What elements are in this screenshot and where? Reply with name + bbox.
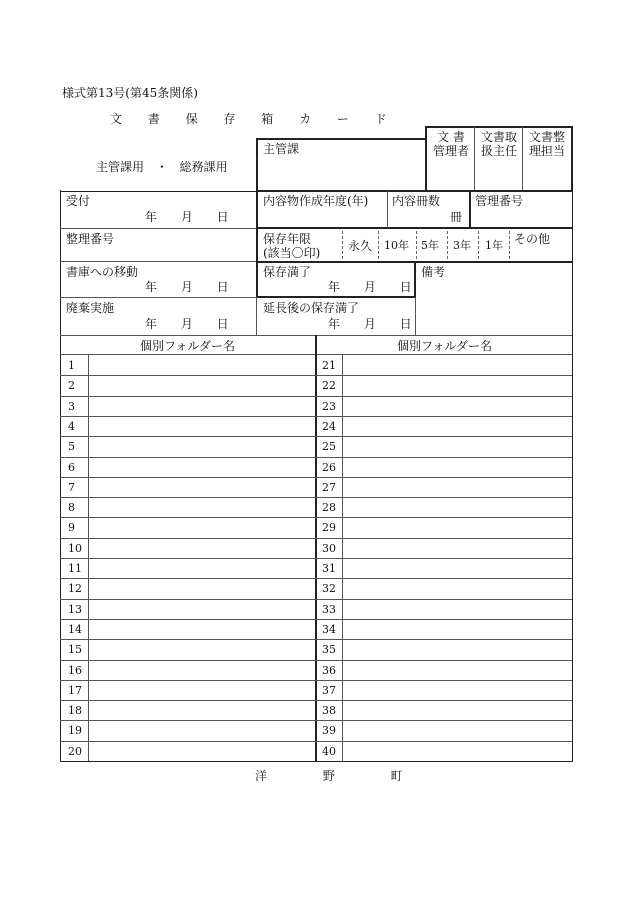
remarks-label: 備考 bbox=[421, 265, 446, 279]
moved-date: 年 月 日 bbox=[145, 280, 229, 294]
folder-name-cell[interactable] bbox=[343, 559, 571, 577]
ret-sep-6 bbox=[509, 231, 510, 259]
disposed-label: 廃棄実施 bbox=[66, 301, 115, 315]
folder-row-number: 36 bbox=[322, 664, 336, 677]
folder-name-cell[interactable] bbox=[89, 437, 314, 455]
folder-name-cell[interactable] bbox=[343, 701, 571, 719]
folder-row-number: 28 bbox=[322, 501, 336, 514]
folder-name-cell[interactable] bbox=[343, 579, 571, 597]
volumes-unit: 冊 bbox=[450, 210, 463, 224]
folder-name-cell[interactable] bbox=[343, 417, 571, 435]
folder-row-number: 26 bbox=[322, 461, 336, 474]
folder-name-cell[interactable] bbox=[89, 559, 314, 577]
folder-row-number: 15 bbox=[68, 643, 82, 656]
folder-row-number: 17 bbox=[68, 684, 82, 697]
folder-name-cell[interactable] bbox=[89, 539, 314, 557]
folder-name-cell[interactable] bbox=[89, 478, 314, 496]
folder-row-number: 32 bbox=[322, 582, 336, 595]
retention-note: (該当〇印) bbox=[263, 246, 321, 260]
folder-name-cell[interactable] bbox=[343, 498, 571, 516]
folder-row-number: 14 bbox=[68, 623, 82, 636]
folder-row-number: 6 bbox=[68, 461, 75, 474]
folder-name-cell[interactable] bbox=[343, 620, 571, 638]
folder-row-number: 33 bbox=[322, 603, 336, 616]
usage-label: 主管課用 ・ 総務課用 bbox=[96, 160, 228, 174]
folder-name-cell[interactable] bbox=[343, 397, 571, 415]
main-section-label: 主管課 bbox=[263, 142, 300, 156]
vline-mid-lower bbox=[256, 297, 257, 336]
folder-row-number: 29 bbox=[322, 521, 336, 534]
folder-name-cell[interactable] bbox=[89, 498, 314, 516]
row-line-2a bbox=[60, 261, 256, 262]
folder-name-cell[interactable] bbox=[343, 661, 571, 679]
ret-10: 10年 bbox=[384, 239, 409, 252]
folder-name-cell[interactable] bbox=[343, 681, 571, 699]
form-number: 様式第13号(第45条関係) bbox=[62, 86, 198, 100]
folder-row-number: 27 bbox=[322, 481, 336, 494]
main-section-left bbox=[256, 138, 258, 192]
ret-1: 1年 bbox=[485, 239, 503, 252]
folder-name-cell[interactable] bbox=[89, 701, 314, 719]
frame-right bbox=[572, 190, 573, 762]
approval-divider-1 bbox=[474, 127, 475, 191]
footer-town: 洋 野 町 bbox=[255, 769, 429, 783]
folder-name-cell[interactable] bbox=[343, 458, 571, 476]
folder-row-number: 25 bbox=[322, 440, 336, 453]
doc-manager-label: 文 書 管理者 bbox=[432, 130, 469, 158]
ret-sep-3 bbox=[416, 231, 417, 259]
folder-row-number: 5 bbox=[68, 440, 75, 453]
folder-row-number: 37 bbox=[322, 684, 336, 697]
approval-border-left bbox=[425, 126, 427, 192]
approval-border-top bbox=[425, 126, 573, 128]
retention-label: 保存年限 bbox=[263, 232, 312, 246]
org-number-label: 整理番号 bbox=[66, 232, 115, 246]
folder-name-cell[interactable] bbox=[343, 640, 571, 658]
volumes-label: 内容冊数 bbox=[392, 194, 441, 208]
folder-row-number: 13 bbox=[68, 603, 82, 616]
expired-label: 保存満了 bbox=[263, 265, 312, 279]
folder-row-number: 9 bbox=[68, 521, 75, 534]
folder-name-cell[interactable] bbox=[89, 600, 314, 618]
year-created-label: 内容物作成年度(年) bbox=[263, 194, 369, 208]
folder-name-cell[interactable] bbox=[343, 356, 571, 374]
folder-name-cell[interactable] bbox=[343, 376, 571, 394]
folder-name-cell[interactable] bbox=[343, 518, 571, 536]
ret-sep-2 bbox=[378, 231, 379, 259]
folder-name-cell[interactable] bbox=[343, 721, 571, 739]
folder-name-cell[interactable] bbox=[89, 376, 314, 394]
main-section-top bbox=[256, 138, 426, 140]
ret-3: 3年 bbox=[453, 239, 471, 252]
row-line-1b bbox=[256, 227, 573, 229]
card-title: 文 書 保 存 箱 カ ー ド bbox=[110, 112, 398, 126]
doc-handler-label: 文書取 扱主任 bbox=[480, 130, 517, 158]
ret-5: 5年 bbox=[421, 239, 439, 252]
folder-row-number: 16 bbox=[68, 664, 82, 677]
folder-name-cell[interactable] bbox=[343, 437, 571, 455]
control-number-label: 管理番号 bbox=[475, 194, 524, 208]
folder-row-number: 34 bbox=[322, 623, 336, 636]
folder-name-cell[interactable] bbox=[89, 397, 314, 415]
folder-name-cell[interactable] bbox=[89, 356, 314, 374]
folder-row-number: 30 bbox=[322, 542, 336, 555]
folder-row-number: 3 bbox=[68, 400, 75, 413]
folder-row-number: 31 bbox=[322, 562, 336, 575]
folder-row-number: 40 bbox=[322, 745, 336, 758]
folder-name-cell[interactable] bbox=[89, 661, 314, 679]
folder-row-number: 23 bbox=[322, 400, 336, 413]
extended-label: 延長後の保存満了 bbox=[263, 301, 360, 315]
folder-row-number: 20 bbox=[68, 745, 82, 758]
folder-name-cell[interactable] bbox=[89, 518, 314, 536]
ret-sep-1 bbox=[342, 231, 343, 259]
folder-row-number: 21 bbox=[322, 359, 336, 372]
folder-row-number: 19 bbox=[68, 724, 82, 737]
received-date: 年 月 日 bbox=[145, 210, 229, 224]
disposed-date: 年 月 日 bbox=[145, 317, 229, 331]
extended-date: 年 月 日 bbox=[328, 317, 412, 331]
vline-remarks bbox=[414, 262, 416, 298]
folder-name-cell[interactable] bbox=[343, 742, 571, 760]
folder-row-number: 35 bbox=[322, 643, 336, 656]
folder-name-cell[interactable] bbox=[89, 742, 314, 760]
folder-row-number: 4 bbox=[68, 420, 75, 433]
moved-label: 書庫への移動 bbox=[66, 265, 139, 279]
folder-name-cell[interactable] bbox=[89, 458, 314, 476]
vline-control bbox=[469, 191, 471, 228]
folder-row-number: 38 bbox=[322, 704, 336, 717]
folder-name-cell[interactable] bbox=[343, 478, 571, 496]
doc-org-label: 文書整 理担当 bbox=[528, 130, 565, 158]
vline-volumes bbox=[387, 191, 388, 228]
folder-row-number: 22 bbox=[322, 379, 336, 392]
folder-row-number: 1 bbox=[68, 359, 75, 372]
folder-row-number: 10 bbox=[68, 542, 82, 555]
folder-row-number: 24 bbox=[322, 420, 336, 433]
folder-name-cell[interactable] bbox=[89, 620, 314, 638]
folder-row-number: 11 bbox=[68, 562, 82, 575]
row-line-3 bbox=[256, 296, 416, 298]
vline-remarks-lower bbox=[415, 297, 416, 336]
folder-name-cell[interactable] bbox=[343, 600, 571, 618]
approval-divider-2 bbox=[522, 127, 523, 191]
folder-row-number: 2 bbox=[68, 379, 75, 392]
ret-forever: 永久 bbox=[348, 239, 373, 253]
received-label: 受付 bbox=[66, 194, 91, 208]
expired-date: 年 月 日 bbox=[328, 280, 412, 294]
folder-row-number: 7 bbox=[68, 481, 75, 494]
ret-sep-4 bbox=[447, 231, 448, 259]
folder-header-left: 個別フォルダー名 bbox=[140, 339, 235, 353]
row-line-3a bbox=[60, 297, 256, 298]
folder-name-cell[interactable] bbox=[89, 640, 314, 658]
folder-header-right: 個別フォルダー名 bbox=[397, 339, 492, 353]
folder-row-number: 12 bbox=[68, 582, 82, 595]
frame-top bbox=[60, 191, 572, 192]
folder-center-line bbox=[315, 335, 317, 762]
ret-other: その他 bbox=[514, 232, 551, 246]
folder-row-number: 39 bbox=[322, 724, 336, 737]
folder-row-number: 18 bbox=[68, 704, 82, 717]
folder-name-cell[interactable] bbox=[343, 539, 571, 557]
approval-border-right bbox=[571, 126, 573, 192]
folder-name-cell[interactable] bbox=[89, 681, 314, 699]
folder-name-cell[interactable] bbox=[89, 579, 314, 597]
ret-sep-5 bbox=[478, 231, 479, 259]
frame-left bbox=[60, 190, 61, 762]
folder-name-cell[interactable] bbox=[89, 721, 314, 739]
folder-name-cell[interactable] bbox=[89, 417, 314, 435]
folder-row-number: 8 bbox=[68, 501, 75, 514]
vline-mid bbox=[256, 190, 258, 298]
